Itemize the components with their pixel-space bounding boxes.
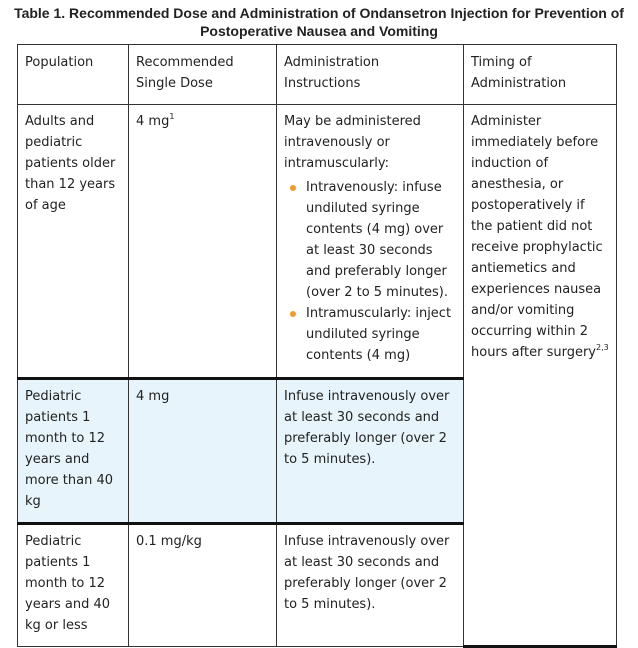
timing-cell xyxy=(464,105,617,647)
population-text: Pediatric patients 1 month to 12 years and 40 kg or less xyxy=(25,534,111,633)
dose-cell xyxy=(129,379,277,524)
table-caption-line-2: Postoperative Nausea and Vomiting xyxy=(200,23,438,39)
bullet-intramuscular: Intramuscularly: inject undiluted syringe contents (4 mg) xyxy=(306,303,457,366)
dose-text: 4 mg xyxy=(136,114,170,129)
header-dose: Recommended Single Dose xyxy=(129,45,277,105)
header-timing: Timing of Administration xyxy=(464,45,617,105)
population-cell xyxy=(18,379,129,524)
instructions-intro: May be administered intravenously or intramuscularly: xyxy=(284,114,421,171)
population-cell xyxy=(18,105,129,379)
instructions-text: Infuse intravenously over at least 30 seconds and preferably longer (over 2 to 5 minutes). xyxy=(284,389,450,467)
timing-footnote-ref: 2,3 xyxy=(596,343,609,352)
table-caption xyxy=(0,4,638,40)
dose-table xyxy=(17,44,617,648)
instructions-cell xyxy=(277,105,464,379)
dose-cell xyxy=(129,524,277,647)
instructions-bullet-list xyxy=(284,177,457,366)
instructions-cell xyxy=(277,524,464,647)
header-instructions: Administration Instructions xyxy=(277,45,464,105)
instructions-text: Infuse intravenously over at least 30 seconds and preferably longer (over 2 to 5 minutes). xyxy=(284,534,450,612)
timing-text: Administer immediately before induction of anesthesia, or postoperatively if the patient did not receive prophylactic antiemetics and experiences nausea and/or vomiting occurring within 2 hours after surgery xyxy=(471,114,603,360)
dose-footnote-ref: 1 xyxy=(169,112,175,121)
population-text: Adults and pediatric patients older than 12 years of age xyxy=(25,114,116,213)
header-population: Population xyxy=(18,45,129,105)
population-text: Pediatric patients 1 month to 12 years and more than 40 kg xyxy=(25,389,114,509)
table-caption-line-1: Table 1. Recommended Dose and Administration of Ondansetron Injection for Prevention of xyxy=(14,5,624,21)
dose-text: 0.1 mg/kg xyxy=(136,534,202,549)
header-row xyxy=(18,45,617,105)
dose-text: 4 mg xyxy=(136,389,170,404)
instructions-cell xyxy=(277,379,464,524)
bullet-intravenous: Intravenously: infuse undiluted syringe contents (4 mg) over at least 30 seconds and preferably longer (over 2 to 5 minutes). xyxy=(306,177,457,303)
table-row xyxy=(18,105,617,379)
dose-cell xyxy=(129,105,277,379)
population-cell xyxy=(18,524,129,647)
